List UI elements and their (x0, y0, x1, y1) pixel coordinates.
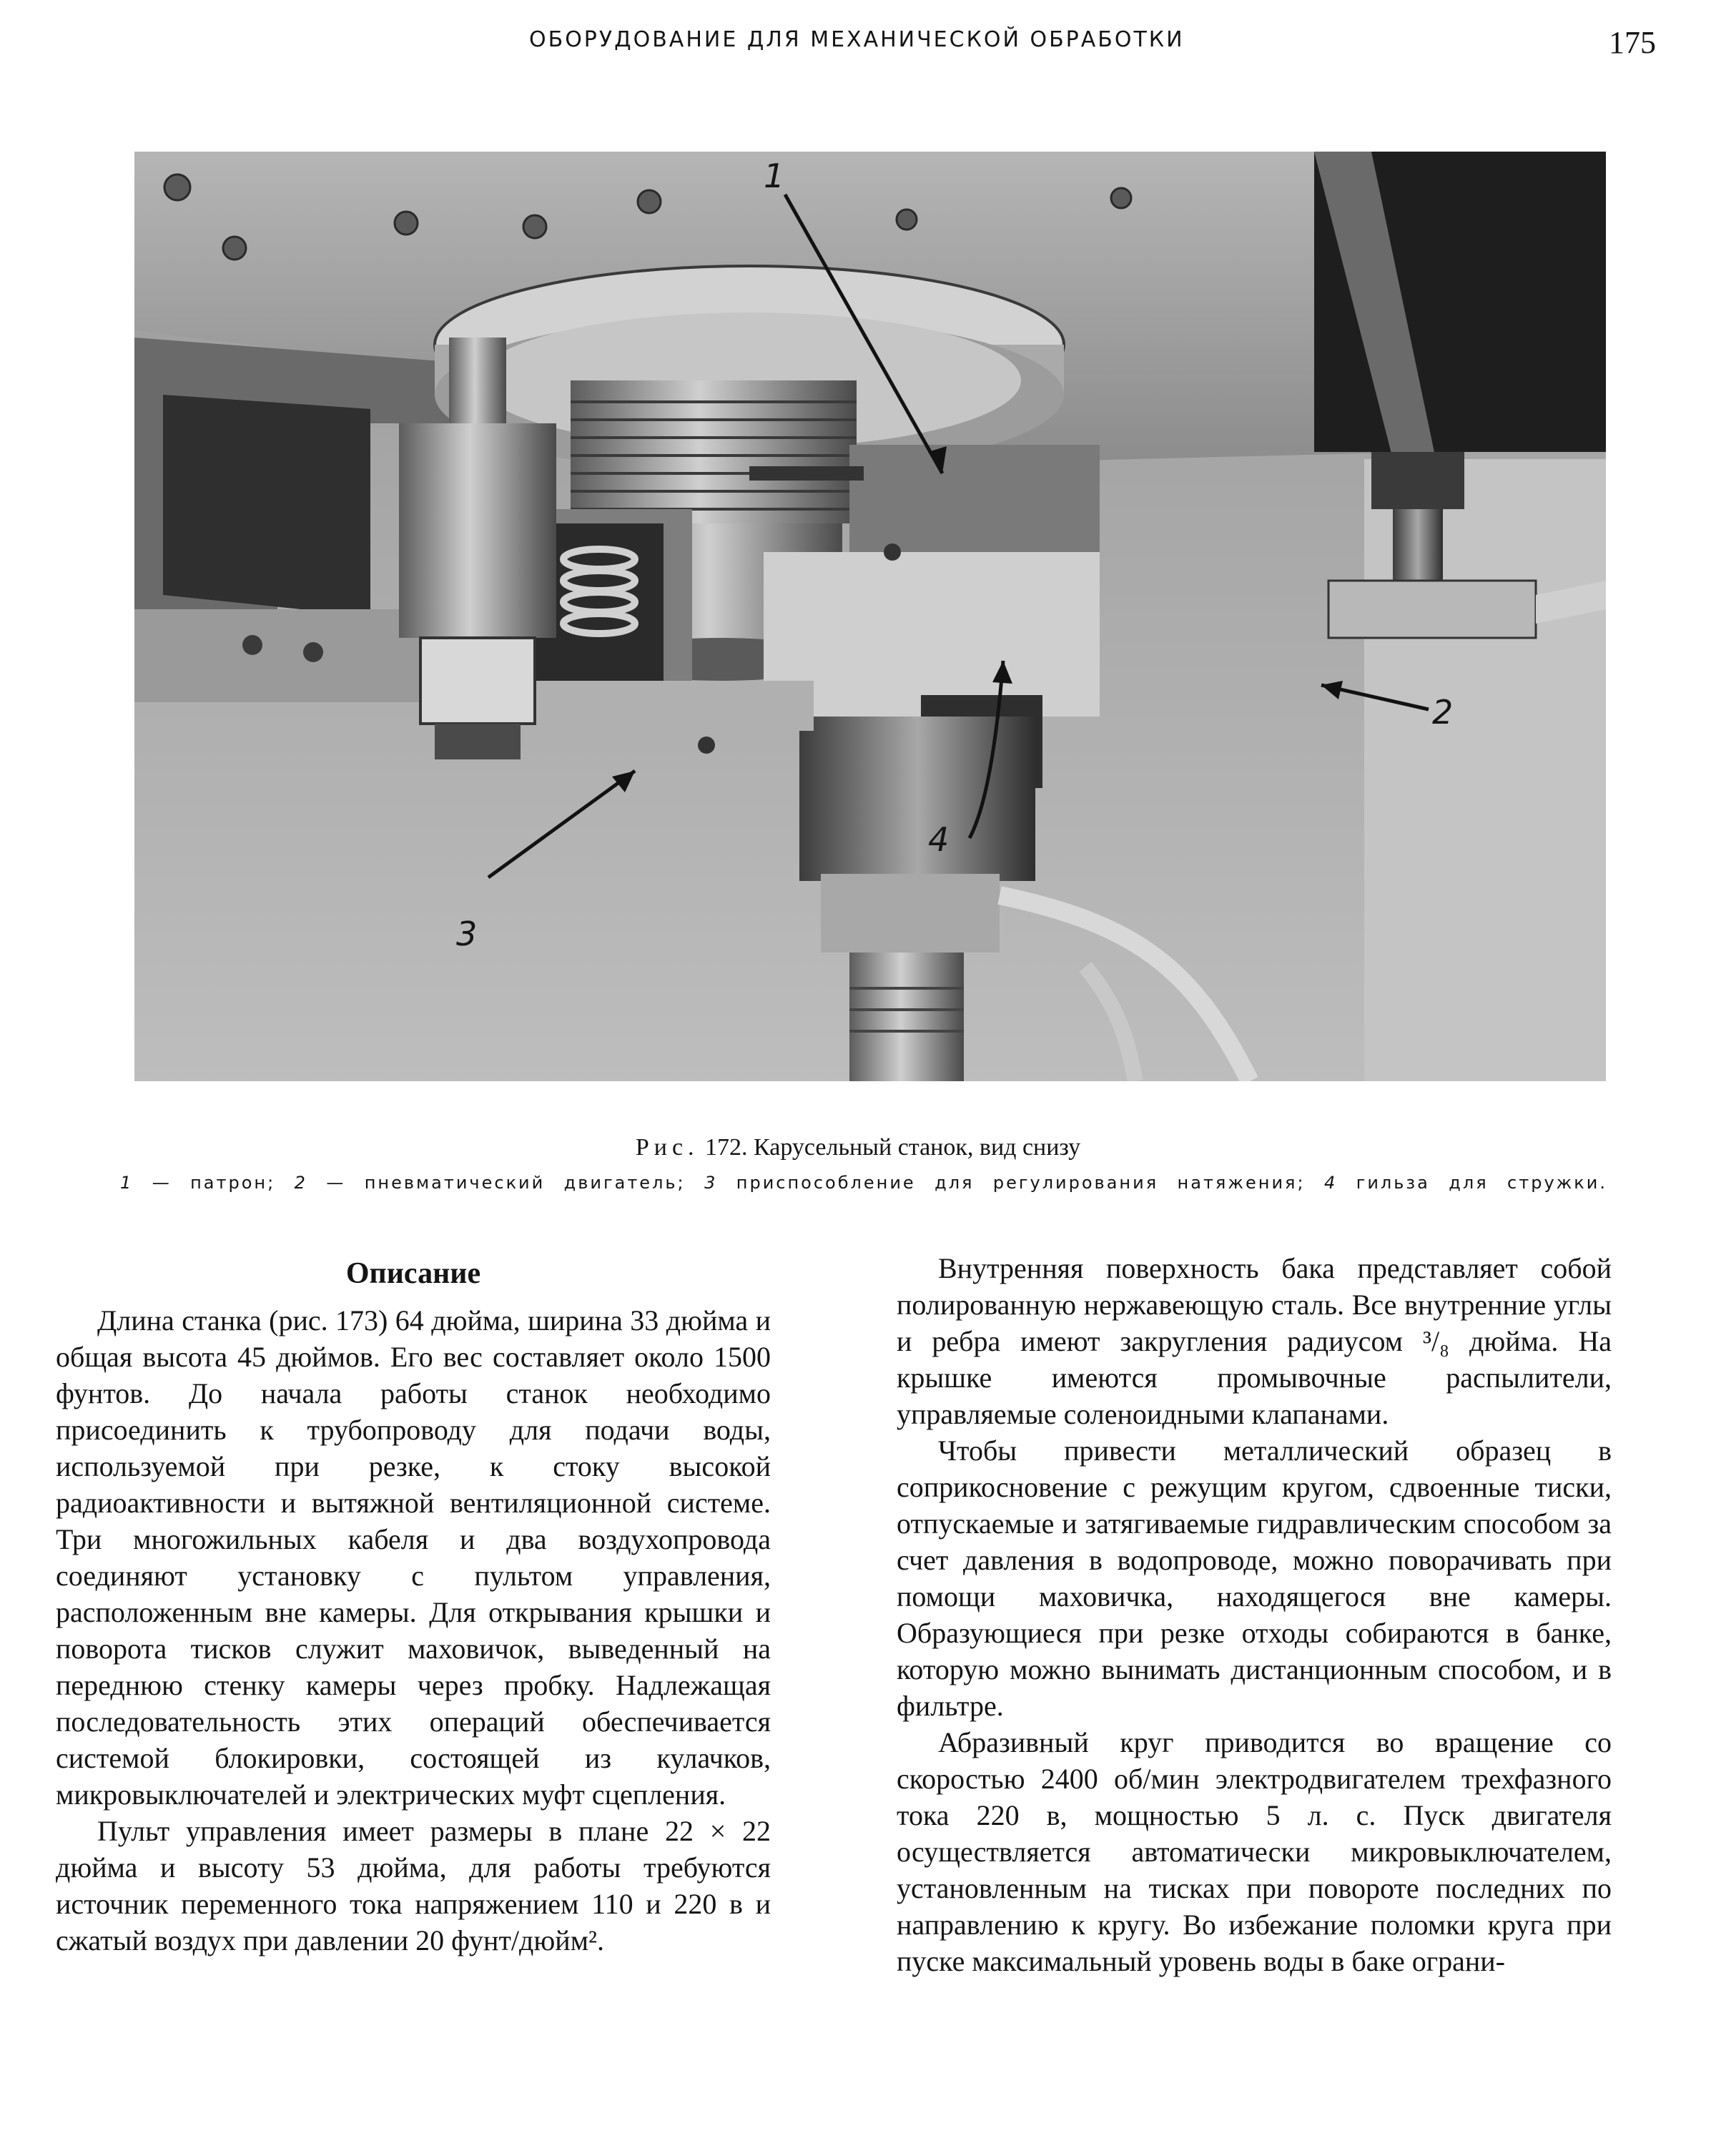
paragraph: Длина станка (рис. 173) 64 дюйма, ширина 33 дюйма и общая высота 45 дюймов. Его вес составляет около 1500 фунтов. До начала работы станок необходимо присоединить к трубопроводу для подачи воды, используемой при резке, к стоку высокой радиоактивности и вытяжной вентиляционной системе. Три многожильных кабеля и два воздухопровода соединяют установку с пультом управления, расположенным вне камеры. Для открывания крышки и поворота тисков служит маховичок, выведенный на переднюю стенку камеры через пробку. Надлежащая последовательность этих операций обеспечивается системой блокировки, состоящей из кулачков, микровыключателей и электрических муфт сцепления. (56, 1304, 771, 1811)
paragraph: Пульт управления имеет размеры в плане 22 × 22 дюйма и высоту 53 дюйма, для работы требуются источник переменного тока напряжением 110 и 220 в и сжатый воздух при давлении 20 фунт/дюйм². (56, 1815, 771, 1956)
paragraph: Чтобы привести металлический образец в соприкосновение с режущим кругом, сдвоенные тиски, отпускаемые и затягиваемые гидравлическим способом за счет давления в водопроводе, можно поворачивать при помощи маховичка, находящегося вне камеры. Образующиеся при резке отходы собираются в банке, которую можно вынимать дистанционным способом, и в фильтре. (897, 1434, 1612, 1722)
legend-num: 3 (704, 1173, 718, 1193)
machine-photo (134, 152, 1606, 1081)
legend-text: приспособление для регулирования натяжения; (736, 1173, 1306, 1193)
legend-text: — патрон; (152, 1173, 276, 1193)
callout-2: 2 (1432, 693, 1454, 732)
left-column (56, 1256, 771, 1959)
legend-text: — пневматический двигатель; (326, 1173, 686, 1193)
running-title: ОБОРУДОВАНИЕ ДЛЯ МЕХАНИЧЕСКОЙ ОБРАБОТКИ (529, 27, 1185, 52)
callout-3: 3 (456, 915, 478, 953)
page-number: 175 (1609, 25, 1656, 60)
section-heading: Описание (345, 1257, 481, 1290)
legend-num: 4 (1324, 1173, 1338, 1193)
right-column (897, 1250, 1612, 1979)
machine-photo-drawing (134, 152, 1606, 1081)
legend-text: гильза для стружки. (1356, 1173, 1608, 1193)
legend-num: 1 (120, 1173, 134, 1193)
figure-legend (120, 1173, 1607, 1193)
paragraph: Абразивный круг приводится во вращение со скоростью 2400 об/мин электродвигателем трехфазного тока 220 в, мощностью 5 л. с. Пуск двигателя осуществляется автоматически микровыключателем, установленным на тисках при повороте последних по направлению к кругу. Во избежание поломки круга при пуске максимальный уровень воды в баке ограни- (897, 1726, 1612, 1977)
caption-text: 172. Карусельный станок, вид снизу (705, 1134, 1081, 1161)
callout-1: 1 (764, 157, 785, 195)
paragraph: Внутренняя поверхность бака представляет собой полированную нержавеющую сталь. Все внутренние углы и ребра имеют закругления радиусом ³/₈ дюйма. На крышке имеются промывочные распылители, управляемые соленоидными клапанами. (897, 1252, 1612, 1430)
callout-4: 4 (928, 820, 950, 859)
running-head (0, 24, 1716, 67)
caption-label: Рис. (635, 1134, 699, 1161)
legend-num: 2 (294, 1173, 307, 1193)
figure-caption (0, 1134, 1716, 1161)
